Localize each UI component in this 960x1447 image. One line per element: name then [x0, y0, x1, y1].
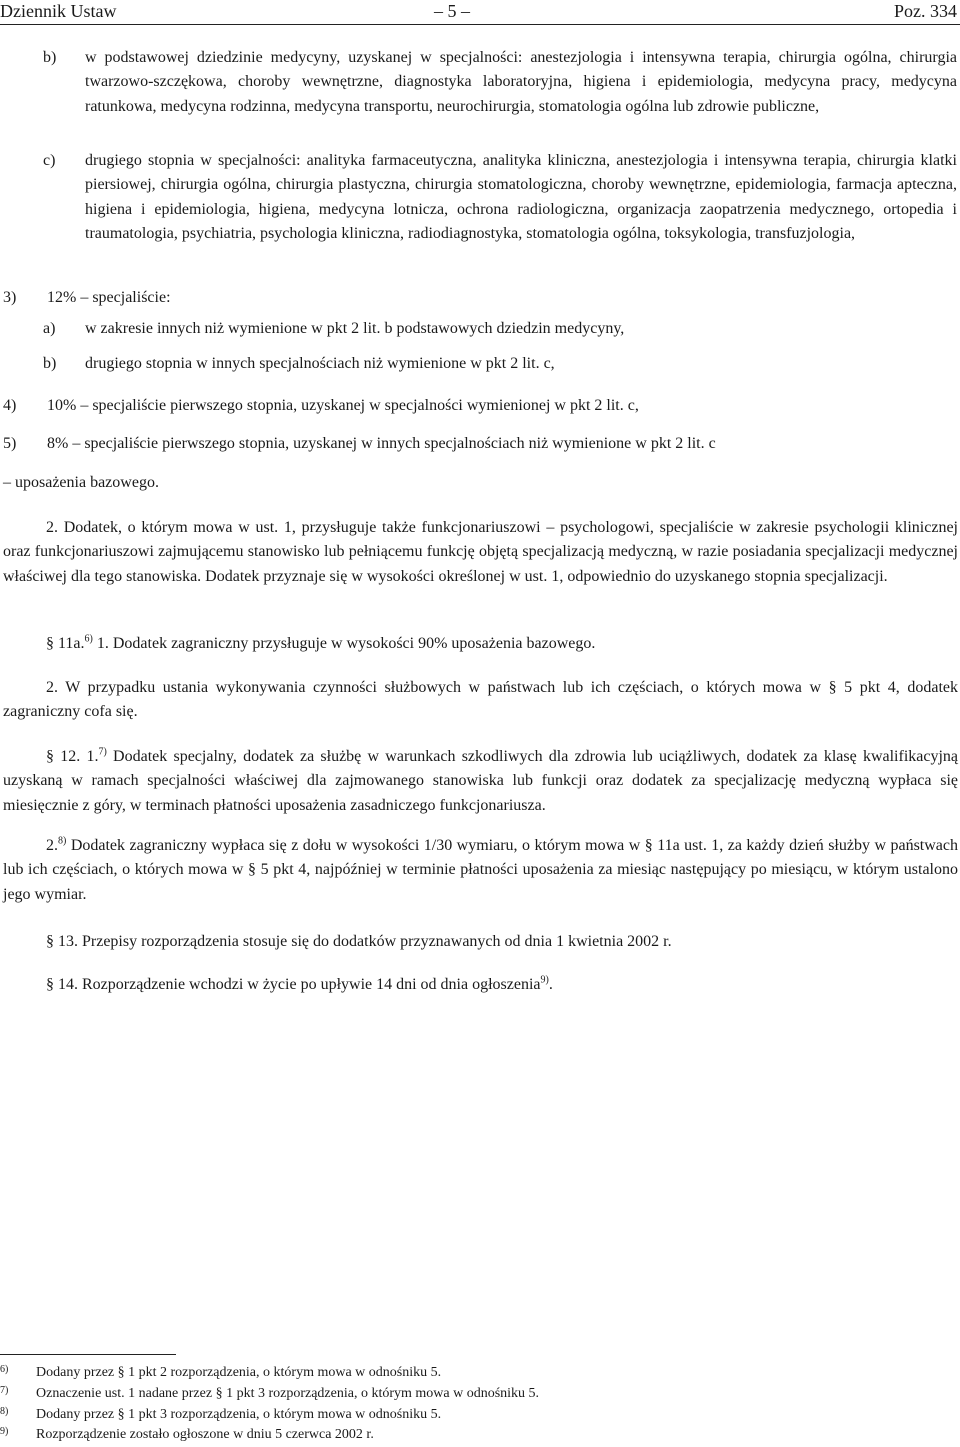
journal-title: Dziennik Ustaw — [0, 1, 117, 21]
paragraph-11a-number: § 11a. — [46, 635, 85, 652]
footnote-ref-6: 6) — [84, 633, 93, 645]
item-c-label: c) — [43, 152, 56, 169]
paragraph-11a-text: 1. Dodatek zagraniczny przysługuje w wysokości 90% uposażenia bazowego. — [96, 635, 596, 652]
paragraph-14-text: § 14. Rozporządzenie wchodzi w życie po upływie 14 dni od dnia ogłoszenia — [46, 976, 541, 993]
point-3b-label: b) — [43, 355, 57, 372]
paragraph-12-text: Dodatek specjalny, dodatek za służbę w warunkach szkodliwych dla zdrowia lub uciążliwych, dodatek za klasę kwalifikacyjną uzyskaną w ramach specjalności właściwej dla zajmowanego stanowiska lub funkcji oraz dodatek za specjalizację medyczną wypłaca się miesięcznie z góry, w terminach płatności uposażenia zasadniczego funkcjonariusza. — [3, 748, 959, 814]
position-number: Poz. 334 — [894, 1, 957, 21]
footnote-mark: 8) — [0, 1406, 9, 1417]
footnote-text: Rozporządzenie zostało ogłoszone w dniu 5 czerwca 2002 r. — [36, 1427, 374, 1442]
paragraph-12 — [3, 745, 958, 818]
point-3b-text: drugiego stopnia w innych specjalnościach niż wymienione w pkt 2 lit. c, — [85, 355, 555, 372]
item-c-text: drugiego stopnia w specjalności: analityka farmaceutyczna, analityka kliniczna, anestezjologia i intensywna terapia, chirurgia klatki piersiowej, chirurgia ogólna, chirurgia plastyczna, chirurgia stomatologiczna, choroby wewnętrzne, epidemiologia, farmacja apteczna, higiena i epidemiologia, higiena, medycyna lotnicza, ochrona radiologiczna, organizacja zaopatrzenia medycznego, ortopedia i traumatologia, psychiatria, psychologia kliniczna, radiodiagnostyka, stomatologia ogólna, toksykologia, transfuzjologia, — [85, 152, 957, 242]
point-4-label: 4) — [3, 397, 17, 414]
footnote-ref-8: 8) — [58, 835, 67, 847]
paragraph-12-ust-2 — [3, 834, 958, 907]
footnote-text: Oznaczenie ust. 1 nadane przez § 1 pkt 3 rozporządzenia, o którym mowa w odnośniku 5. — [36, 1386, 540, 1401]
point-3a-label: a) — [43, 320, 56, 337]
footnote-ref-9: 9) — [540, 974, 549, 986]
paragraph-14 — [3, 973, 958, 997]
paragraph-11a-ust-2 — [3, 676, 958, 725]
point-4-text: 10% – specjaliście pierwszego stopnia, uzyskanej w specjalności wymienionej w pkt 2 lit. c, — [47, 397, 639, 414]
footnote-rule — [0, 1354, 176, 1355]
point-3-text: 12% – specjaliście: — [47, 289, 171, 306]
footnote-mark: 6) — [0, 1364, 9, 1375]
item-b-label: b) — [43, 49, 57, 66]
paragraph-12-ust-2-text: Dodatek zagraniczny wypłaca się z dołu w wysokości 1/30 wymiaru, o którym mowa w § 11a ust. 1, za każdy dzień służby w państwach lub ich częściach, o których mowa w § 5 pkt 4, najpóźniej w terminie płatności uposażenia za miesiąc następujący po miesiącu, w którym ustalono jego wymiar. — [3, 837, 958, 903]
paragraph-ust-2-text: 2. Dodatek, o którym mowa w ust. 1, przysługuje także funkcjonariuszowi – psychologowi, specjaliście w zakresie psychologii klinicznej oraz funkcjonariuszowi zajmującemu stanowisko lub pełniącemu funkcję objętą specjalizacją medyczną, w razie posiadania specjalizacji medycznej właściwej dla tego stanowiska. Dodatek przyznaje się w wysokości określonej w ust. 1, odpowiednio do uzyskanego stopnia specjalizacji. — [3, 519, 958, 585]
running-header — [0, 0, 960, 24]
paragraph-11a — [3, 632, 958, 656]
point-5-label: 5) — [3, 435, 17, 452]
footnote-mark: 9) — [0, 1426, 9, 1437]
paragraph-12-number: § 12. 1. — [46, 748, 99, 765]
paragraph-ust-2 — [3, 516, 958, 589]
footnote-ref-7: 7) — [98, 746, 107, 758]
paragraph-13-text: § 13. Przepisy rozporządzenia stosuje się do dodatków przyznawanych od dnia 1 kwietnia 2002 r. — [46, 933, 672, 950]
paragraph-12-ust-2-number: 2. — [46, 837, 58, 854]
point-3-label: 3) — [3, 289, 17, 306]
footnote-text: Dodany przez § 1 pkt 3 rozporządzenia, o którym mowa w odnośniku 5. — [36, 1407, 442, 1422]
item-b-text: w podstawowej dziedzinie medycyny, uzyskanej w specjalności: anestezjologia i intensywna terapia, chirurgia ogólna, chirurgia twarzowo-szczękowa, choroby wewnętrzne, diagnostyka laboratoryjna, higiena i epidemiologia, medycyna pracy, medycyna ratunkowa, medycyna rodzinna, medycyna transportu, neurochirurgia, stomatologia ogólna lub zdrowie publiczne, — [85, 49, 957, 115]
footnote-text: Dodany przez § 1 pkt 2 rozporządzenia, o którym mowa w odnośniku 5. — [36, 1365, 442, 1380]
page-number: – 5 – — [434, 1, 470, 21]
paragraph-13 — [3, 930, 958, 954]
closing-text: – uposażenia bazowego. — [3, 474, 159, 491]
header-rule — [0, 24, 960, 25]
point-3a-text: w zakresie innych niż wymienione w pkt 2 lit. b podstawowych dziedzin medycyny, — [85, 320, 625, 337]
paragraph-14-end: . — [548, 976, 553, 993]
paragraph-11a-ust-2-text: 2. W przypadku ustania wykonywania czynności służbowych w państwach lub ich częściach, o których mowa w § 5 pkt 4, dodatek zagraniczny cofa się. — [3, 679, 958, 721]
footnote-mark: 7) — [0, 1385, 9, 1396]
point-5-text: 8% – specjaliście pierwszego stopnia, uzyskanej w innych specjalnościach niż wymienione w pkt 2 lit. c — [47, 435, 716, 452]
